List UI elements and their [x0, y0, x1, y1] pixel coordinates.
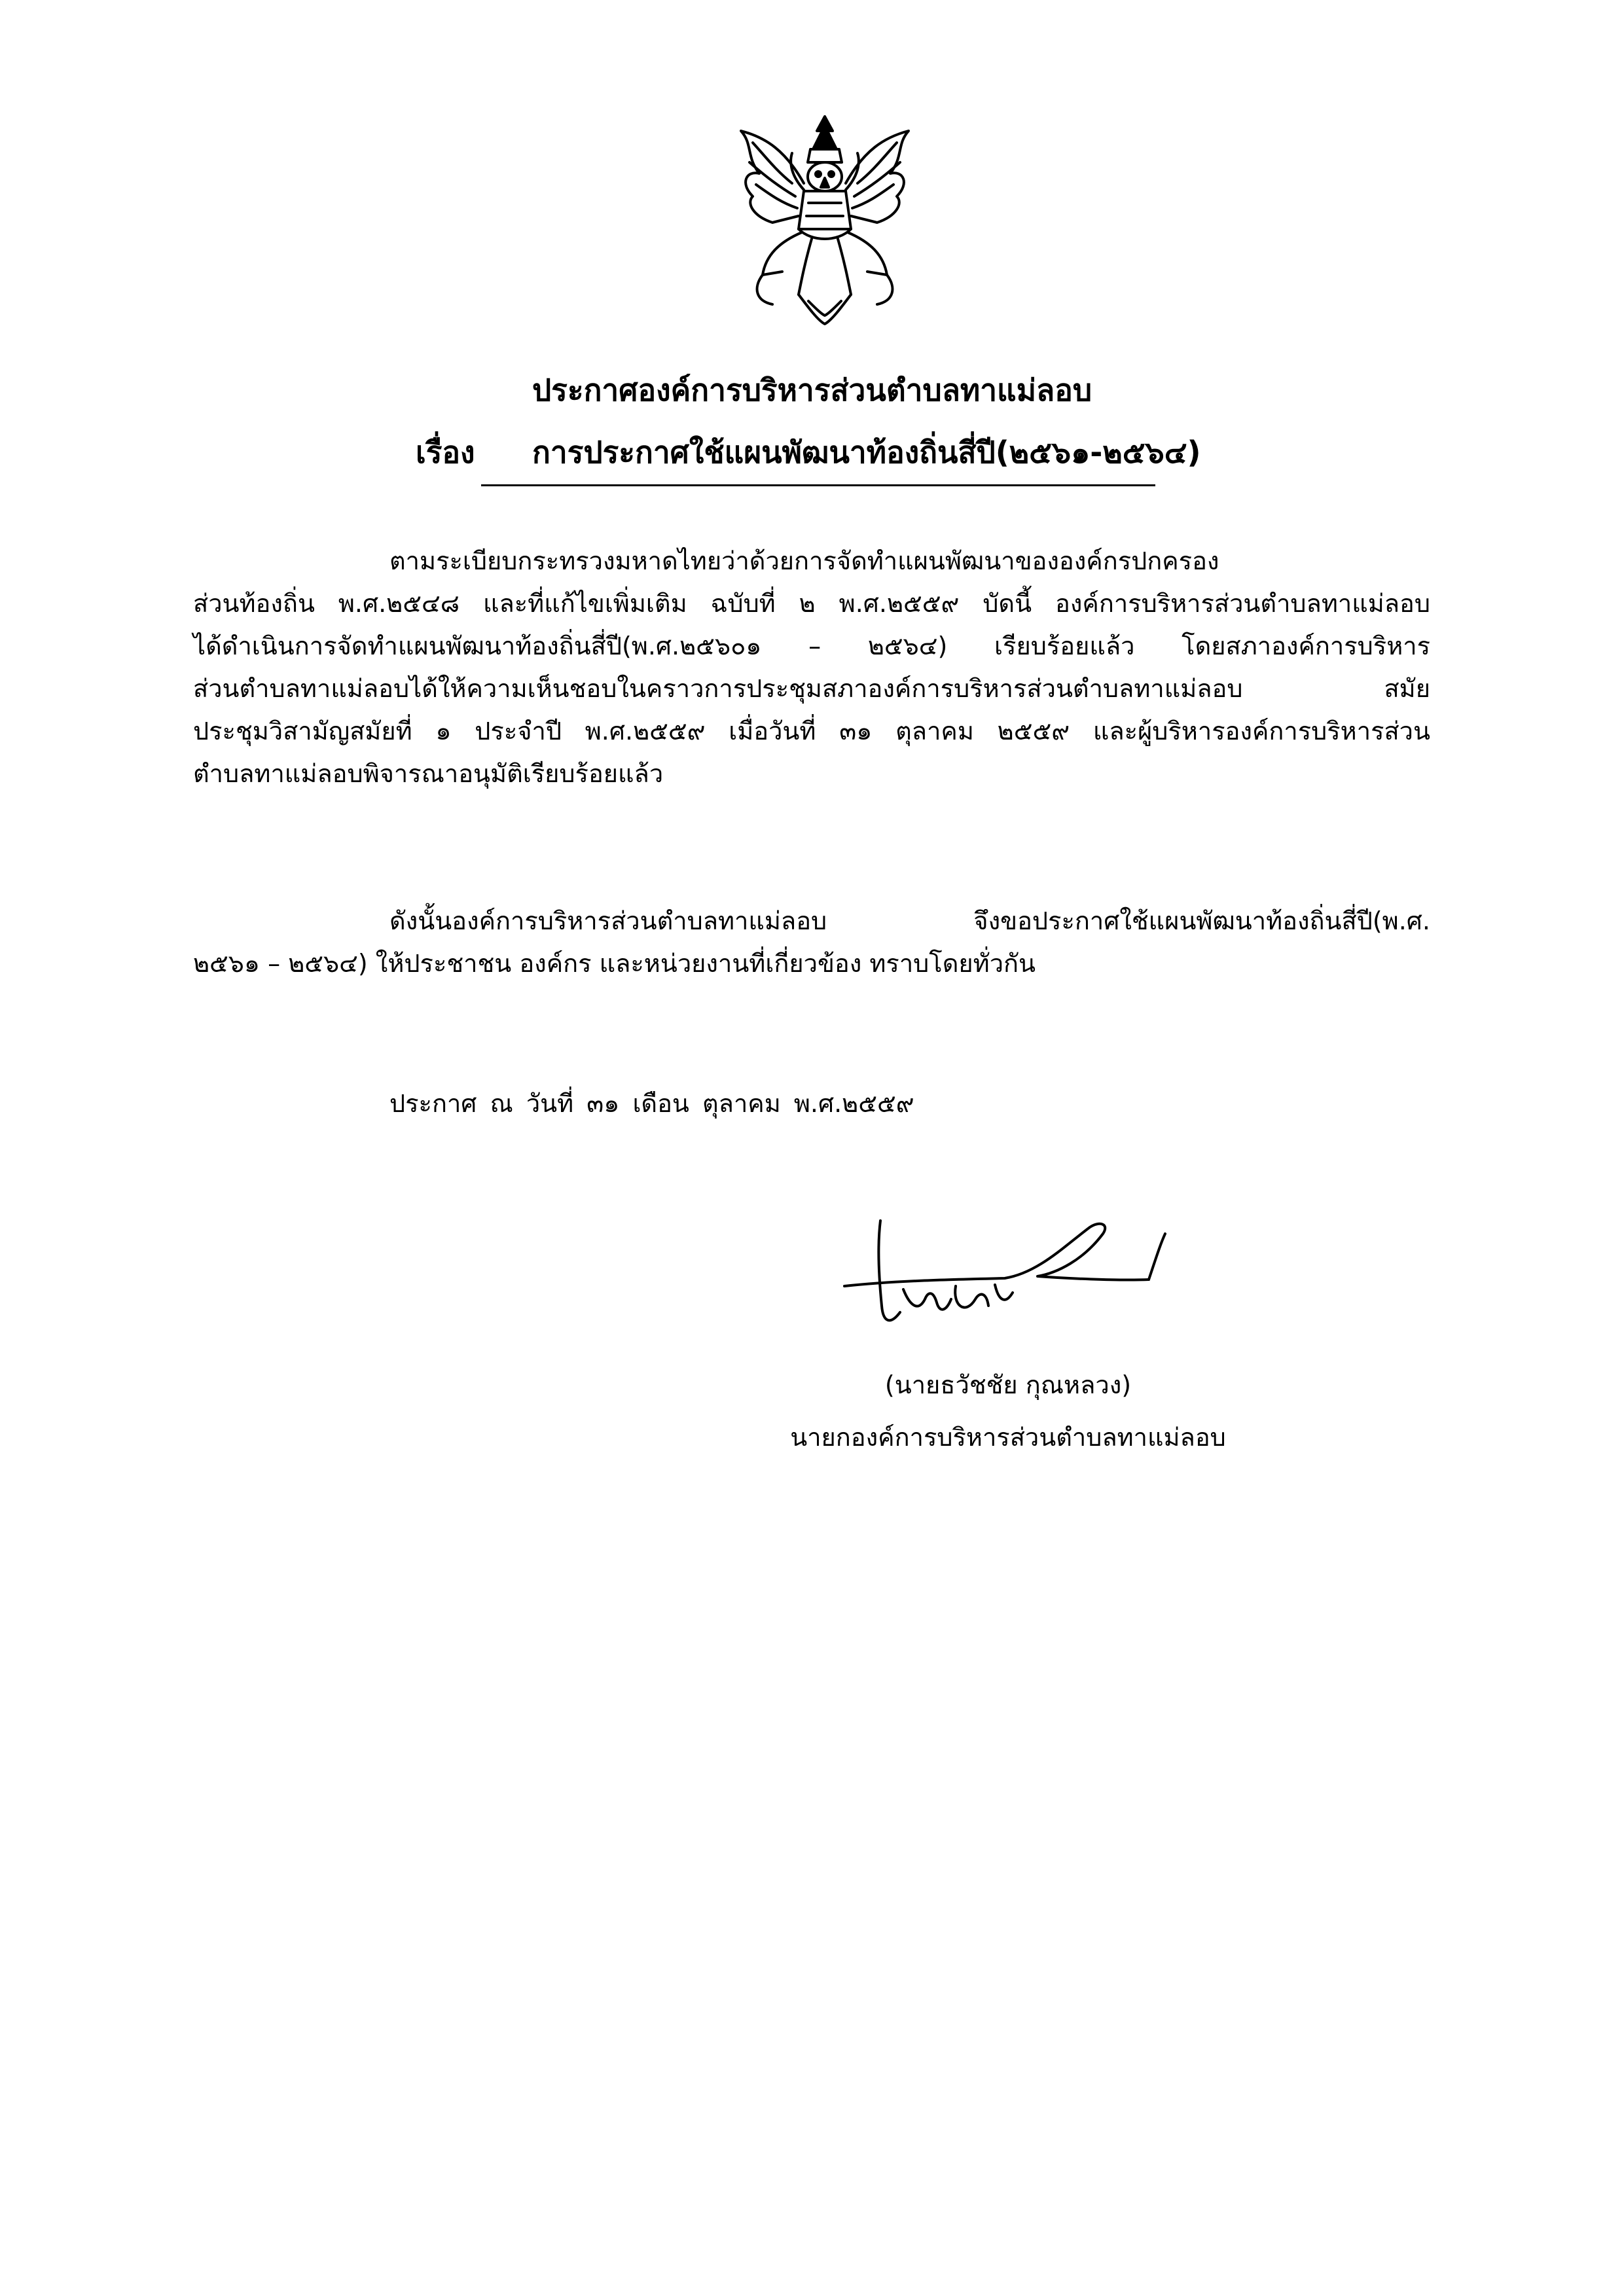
- paragraph-line: ๒๕๖๑ – ๒๕๖๔) ให้ประชาชน องค์กร และหน่วยงานที่เกี่ยวข้อง ทราบโดยทั่วกัน: [193, 949, 1036, 978]
- title-underline: [481, 484, 1155, 486]
- paragraph-line: ส่วนตำบลทาแม่ลอบได้ให้ความเห็นชอบในคราวการประชุมสภาองค์การบริหารส่วนตำบลทาแม่ลอบ สมัย: [193, 674, 1430, 703]
- garuda-emblem-icon: [727, 111, 923, 327]
- paragraph-line: ประชุมวิสามัญสมัยที่ ๑ ประจำปี พ.ศ.๒๕๕๙ เมื่อวันที่ ๓๑ ตุลาคม ๒๕๕๙ และผู้บริหารองค์การบริหารส่วน: [193, 717, 1430, 745]
- signer-position: นายกองค์การบริหารส่วนตำบลทาแม่ลอบ: [790, 1423, 1226, 1452]
- subject-text: การประกาศใช้แผนพัฒนาท้องถิ่นสี่ปี(๒๕๖๑-๒๕๖๔): [532, 435, 1201, 470]
- body-paragraph-2: [193, 900, 1430, 985]
- handwritten-signature-icon: [841, 1208, 1168, 1335]
- document-subject: [416, 429, 1201, 476]
- subject-label: เรื่อง: [416, 435, 475, 470]
- paragraph-line: ได้ดำเนินการจัดทำแผนพัฒนาท้องถิ่นสี่ปี(พ.ศ.๒๕๖๐๑ – ๒๕๖๔) เรียบร้อยแล้ว โดยสภาองค์การบริหาร: [193, 632, 1430, 660]
- paragraph-line: ส่วนท้องถิ่น พ.ศ.๒๕๔๘ และที่แก้ไขเพิ่มเติม ฉบับที่ ๒ พ.ศ.๒๕๕๙ บัดนี้ องค์การบริหารส่วนตำบลทาแม่ลอบ: [193, 589, 1430, 618]
- document-title: ประกาศองค์การบริหารส่วนตำบลทาแม่ลอบ: [532, 372, 1092, 408]
- paragraph-line: ตำบลทาแม่ลอบพิจารณาอนุมัติเรียบร้อยแล้ว: [193, 759, 664, 788]
- announcement-date: ประกาศ ณ วันที่ ๓๑ เดือน ตุลาคม พ.ศ.๒๕๕๙: [389, 1089, 914, 1118]
- body-paragraph-1: [193, 540, 1430, 795]
- paragraph-line: ดังนั้นองค์การบริหารส่วนตำบลทาแม่ลอบ จึงขอประกาศใช้แผนพัฒนาท้องถิ่นสี่ปี(พ.ศ.: [389, 906, 1430, 935]
- signer-name: (นายธวัชชัย กุณหลวง): [884, 1371, 1132, 1399]
- paragraph-line: ตามระเบียบกระทรวงมหาดไทยว่าด้วยการจัดทำแผนพัฒนาขององค์กรปกครอง: [389, 547, 1219, 575]
